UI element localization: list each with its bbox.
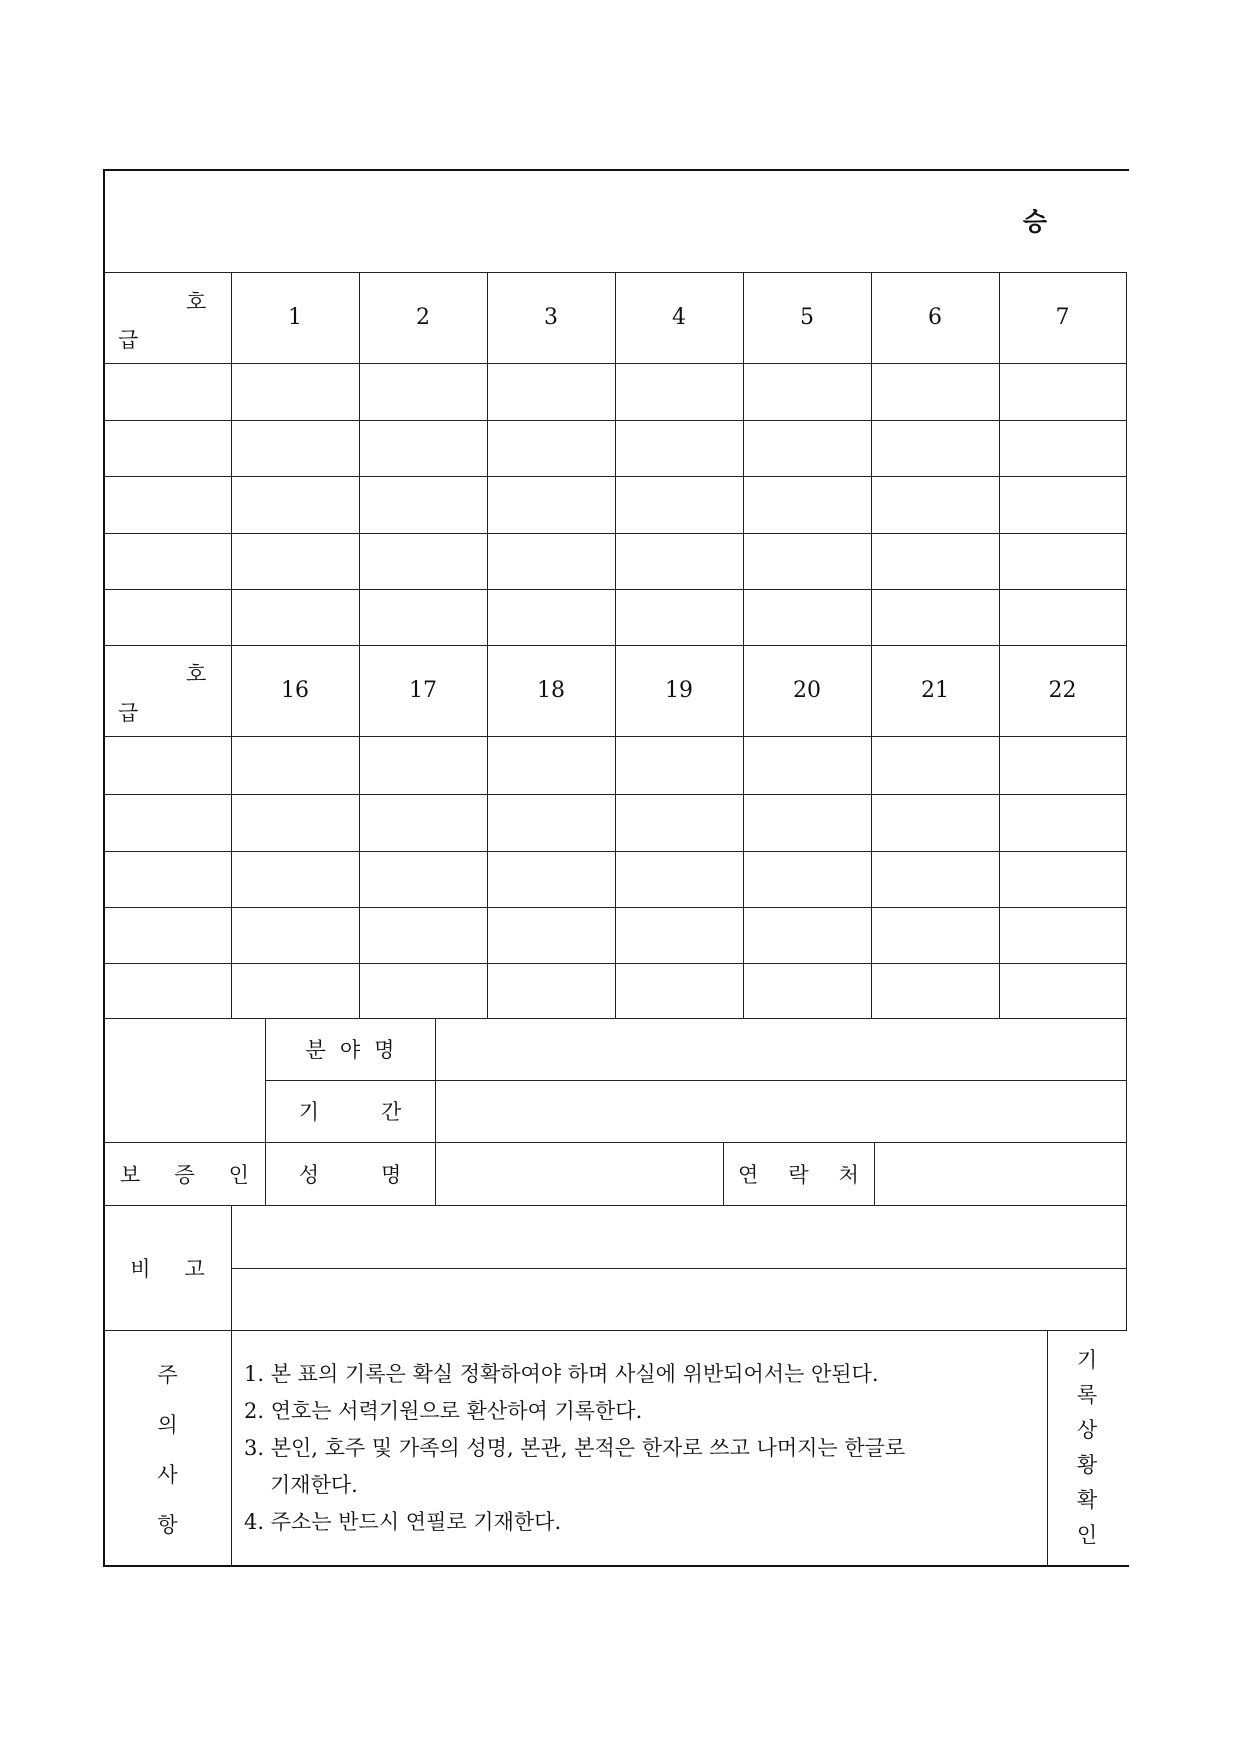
grid1-col-2: 2: [416, 305, 430, 330]
guar-v2: [435, 1018, 436, 1205]
record-confirm-label: 기 록 상 황 확 인: [1076, 1348, 1098, 1547]
notes-list: [244, 1356, 1044, 1541]
grid2-col-18: 18: [537, 678, 565, 703]
grid2-corner-bottom: 급: [118, 701, 139, 725]
grid2-corner-top: 호: [186, 662, 207, 686]
grid1-col-3: 3: [544, 305, 558, 330]
grid-col-line: [999, 272, 1000, 1018]
grid1-col-1: 1: [288, 305, 302, 330]
grid-col-line: [231, 272, 232, 1018]
grid-right: [1126, 272, 1127, 1331]
remarks-label: 비 고: [130, 1256, 205, 1281]
grid1-col-5: 5: [800, 305, 814, 330]
grid2-col-19: 19: [665, 678, 693, 703]
note-item: 1. 본 표의 기록은 확실 정확하여야 하며 사실에 위반되어서는 안된다.: [244, 1362, 879, 1386]
grid-col-line: [615, 272, 616, 1018]
grid1-col-4: 4: [672, 305, 686, 330]
note-item: 4. 주소는 반드시 연필로 기재한다.: [244, 1510, 562, 1534]
guar-v4: [874, 1142, 875, 1205]
grid1-col-6: 6: [928, 305, 942, 330]
note-item: 2. 연호는 서력기원으로 환산하여 기록한다.: [244, 1399, 643, 1423]
name-label: 성 명: [298, 1162, 402, 1187]
grid2-col-22: 22: [1048, 678, 1077, 703]
grid1-corner-top: 호: [186, 290, 207, 314]
grid-col-line: [871, 272, 872, 1018]
grid-col-line: [487, 272, 488, 1018]
frame-bottom: [103, 1565, 1129, 1567]
header-title-char: 승: [1022, 207, 1048, 236]
field-name-label: 분 야 명: [305, 1038, 395, 1062]
grid2-col-20: 20: [793, 678, 821, 703]
frame-top: [103, 169, 1129, 171]
remarks-h: [231, 1268, 1127, 1269]
remarks-bottom: [104, 1330, 1127, 1331]
grid1-corner-bottom: 급: [118, 328, 139, 352]
grid2-col-17: 17: [409, 678, 437, 703]
grid-col-line: [743, 272, 744, 1018]
note-item: 기재한다.: [270, 1473, 358, 1497]
remarks-v: [231, 1205, 232, 1566]
period-label: 기 간: [298, 1100, 402, 1124]
guar-top: [104, 1018, 1127, 1019]
guar-bottom: [104, 1205, 1127, 1206]
grid2-col-16: 16: [281, 678, 309, 703]
grid1-col-7: 7: [1055, 305, 1070, 330]
note-item: 3. 본인, 호주 및 가족의 성명, 본관, 본적은 한자로 쓰고 나머지는 한글로: [244, 1436, 906, 1460]
grid-col-line: [359, 272, 360, 1018]
grid2-col-21: 21: [921, 678, 949, 703]
guarantor-label: 보 증 인: [120, 1162, 249, 1187]
contact-label: 연 락 처: [738, 1162, 859, 1187]
notes-label: 주 의 사 항: [157, 1363, 178, 1537]
